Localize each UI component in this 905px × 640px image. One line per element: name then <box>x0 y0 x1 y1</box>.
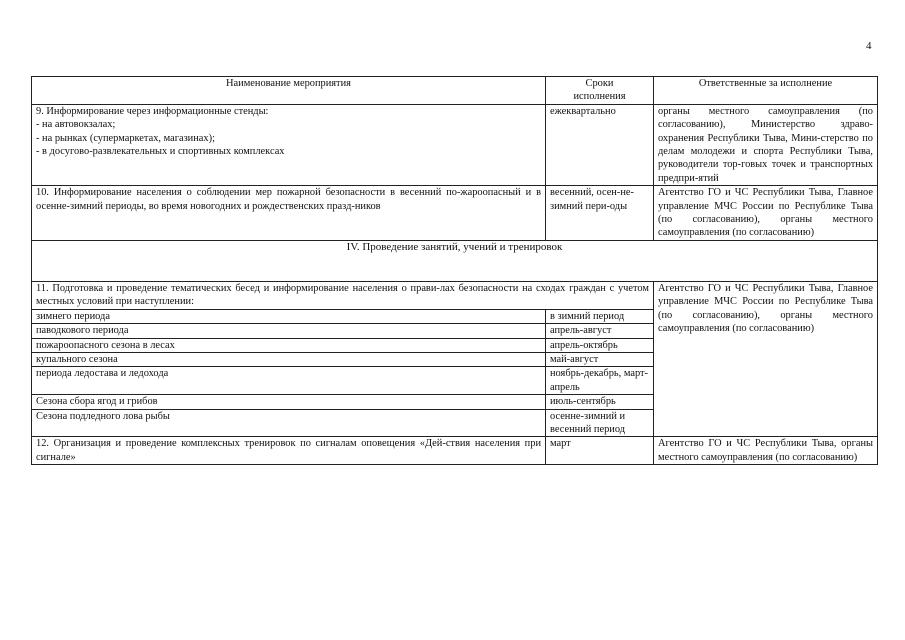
row9-responsible: органы местного самоуправления (по согласованию), Министерство здраво-охранения Республики Тыва, Мини-стерство по делам молодежи и спорта Республики Тыва, руководители тор-говых точек и транспортных предпри-ятий <box>654 104 878 185</box>
row11-responsible: Агентство ГО и ЧС Республики Тыва, Главное управление МЧС России по Республике Тыва (по согласованию), органы местного самоуправления (по согласованию) <box>654 281 878 436</box>
row11-item-term: апрель-октябрь <box>546 338 654 352</box>
row11-item-term: июль-сентябрь <box>546 395 654 409</box>
row9-item: - в досугово-развлекательных и спортивных комплексах <box>36 146 285 158</box>
header-terms-line1: Сроки <box>585 78 614 89</box>
row9-term: ежеквартально <box>546 104 654 185</box>
section-title: IV. Проведение занятий, учений и тренировок <box>32 240 878 281</box>
row11-item-term: в зимний период <box>546 309 654 323</box>
events-table <box>31 76 878 465</box>
row11-item-name: Сезона подледного лова рыбы <box>32 409 546 437</box>
header-responsible: Ответственные за исполнение <box>654 77 878 105</box>
row10-responsible: Агентство ГО и ЧС Республики Тыва, Главное управление МЧС России по Республике Тыва (по согласованию), органы местного самоуправления (по согласованию) <box>654 186 878 241</box>
section-row <box>32 240 878 281</box>
row11-item-name: пожароопасного сезона в лесах <box>32 338 546 352</box>
header-terms-line2: исполнения <box>573 91 626 103</box>
row11-item-term: ноябрь-декабрь, март-апрель <box>546 367 654 395</box>
row12-event: 12. Организация и проведение комплексных тренировок по сигналам оповещения «Дей-ствия населения при сигнале» <box>32 437 546 465</box>
row9-item: - на рынках (супермаркетах, магазинах); <box>36 132 215 144</box>
row10-event: 10. Информирование населения о соблюдении мер пожарной безопасности в весенний по-жароопасный и в осенне-зимний периоды, во время новогодних и рождественских празд-ников <box>32 186 546 241</box>
table-row <box>32 186 878 241</box>
row9-item: - на автовокзалах; <box>36 119 116 131</box>
row11-item-name: Сезона сбора ягод и грибов <box>32 395 546 409</box>
row12-term: март <box>546 437 654 465</box>
row12-responsible: Агентство ГО и ЧС Республики Тыва, органы местного самоуправления (по согласованию) <box>654 437 878 465</box>
row11-item-term: май-август <box>546 352 654 366</box>
row9-title: 9. Информирование через информационные стенды: <box>36 105 269 117</box>
row9-event <box>32 104 546 185</box>
table-header-row <box>32 77 878 105</box>
row11-item-name: зимнего периода <box>32 309 546 323</box>
page-number: 4 <box>866 40 872 52</box>
row11-item-name: периода ледостава и ледохода <box>32 367 546 395</box>
header-event-name: Наименование мероприятия <box>32 77 546 105</box>
table-row <box>32 104 878 185</box>
table-row <box>32 281 878 309</box>
row11-item-term: осенне-зимний и весенний период <box>546 409 654 437</box>
row10-term: весенний, осен-не-зимний пери-оды <box>546 186 654 241</box>
row11-event: 11. Подготовка и проведение тематических бесед и информирование населения о прави-лах безопасности на сходах граждан с учетом местных условий при наступлении: <box>32 281 654 309</box>
row11-item-term: апрель-август <box>546 324 654 338</box>
row11-item-name: паводкового периода <box>32 324 546 338</box>
table-row <box>32 437 878 465</box>
row11-item-name: купального сезона <box>32 352 546 366</box>
header-terms <box>546 77 654 105</box>
